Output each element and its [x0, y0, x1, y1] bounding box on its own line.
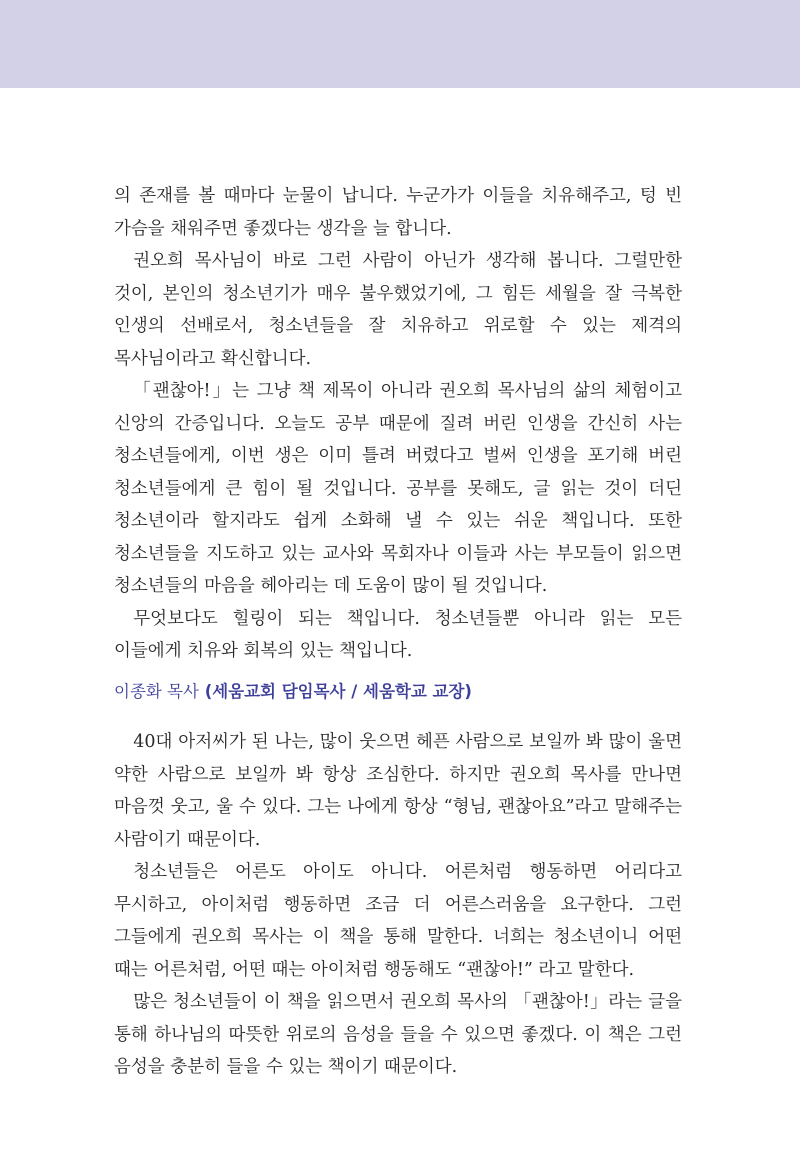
- paragraph-7: 많은 청소년들이 이 책을 읽으면서 권오희 목사의 「괜찮아!」라는 글을 통해 하나님의 따뜻한 위로의 음성을 들을 수 있으면 좋겠다. 이 책은 그런 음성을 충분히 들을 수 있는 책이기 때문이다.: [114, 992, 682, 1077]
- paragraph-5: 40대 아저씨가 된 나는, 많이 웃으면 헤픈 사람으로 보일까 봐 많이 울면 약한 사람으로 보일까 봐 항상 조심한다. 하지만 권오희 목사를 만나면 마음껏 웃고, 울 수 있다. 그는 나에게 항상 “형님, 괜찮아요”라고 말해주는 사람이기 때문이다.: [114, 732, 682, 850]
- paragraph-6: 청소년들은 어른도 아이도 아니다. 어른처럼 행동하면 어리다고 무시하고, 아이처럼 행동하면 조금 더 어른스러움을 요구한다. 그런 그들에게 권오희 목사는 이 책을 통해 말한다. 너희는 청소년이니 어떤 때는 어른처럼, 어떤 때는 아이처럼 행동해도 “괜찮아!” 라고 말한다.: [114, 862, 682, 980]
- author-title: (세움교회 담임목사 / 세움학교 교장): [198, 682, 472, 701]
- author-heading: [114, 680, 682, 704]
- paragraph-1: 의 존재를 볼 때마다 눈물이 납니다. 누군가가 이들을 치유해주고, 텅 빈 가슴을 채워주면 좋겠다는 생각을 늘 합니다.: [114, 186, 682, 239]
- paragraph-3: 「괜찮아!」는 그냥 책 제목이 아니라 권오희 목사님의 삶의 체험이고 신앙의 간증입니다. 오늘도 공부 때문에 질려 버린 인생을 간신히 사는 청소년들에게, 이번 생은 이미 틀려 버렸다고 벌써 인생을 포기해 버린 청소년들에게 큰 힘이 될 것입니다. 공부를 못해도, 글 읽는 것이 더딘 청소년이라 할지라도 쉽게 소화해 낼 수 있는 쉬운 책입니다. 또한 청소년들을 지도하고 있는 교사와 목회자나 이들과 사는 부모들이 읽으면 청소년들의 마음을 헤아리는 데 도움이 많이 될 것입니다.: [114, 381, 682, 596]
- section-1-body: [114, 180, 682, 668]
- paragraph-2: 권오희 목사님이 바로 그런 사람이 아닌가 생각해 봅니다. 그럴만한 것이, 본인의 청소년기가 매우 불우했었기에, 그 힘든 세월을 잘 극복한 인생의 선배로서, 청소년들을 잘 치유하고 위로할 수 있는 제격의 목사님이라고 확신합니다.: [114, 251, 682, 369]
- paragraph-4: 무엇보다도 힐링이 되는 책입니다. 청소년들뿐 아니라 읽는 모든 이들에게 치유와 회복의 있는 책입니다.: [114, 608, 682, 661]
- section-2: [114, 680, 682, 1084]
- header-band: [0, 0, 800, 88]
- author-name: 이종화 목사: [114, 682, 199, 701]
